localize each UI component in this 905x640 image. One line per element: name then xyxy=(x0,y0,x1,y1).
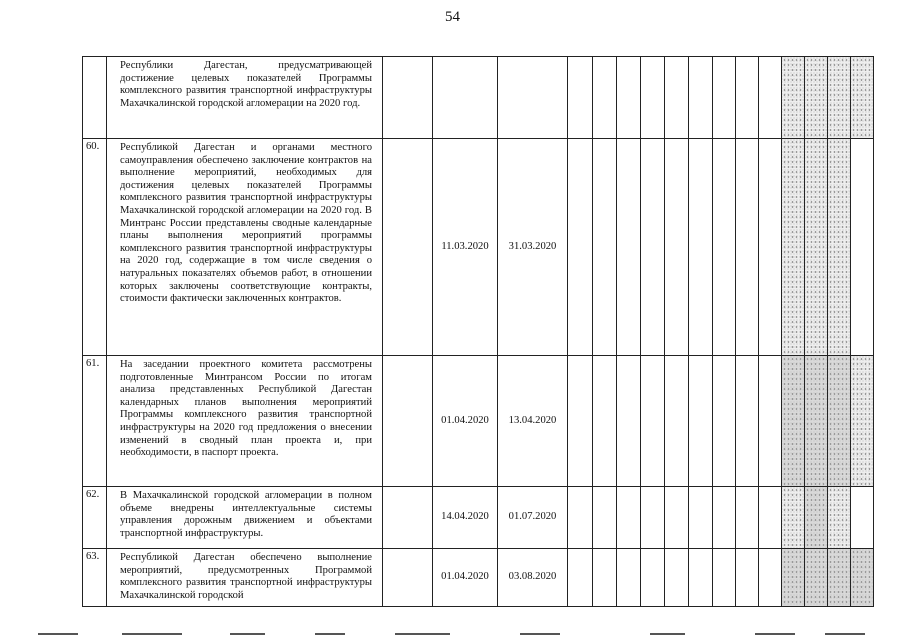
period-cell-shaded xyxy=(828,57,851,139)
start-date: 11.03.2020 xyxy=(433,139,498,356)
period-cell xyxy=(759,356,782,487)
responsible-cell xyxy=(383,139,433,356)
row-description xyxy=(107,57,383,139)
table-row xyxy=(83,139,897,356)
responsible-cell xyxy=(383,487,433,549)
period-cell xyxy=(736,356,759,487)
period-cell-shaded xyxy=(805,139,828,356)
row-description-text: В Махачкалинской городской агломерации в полном объеме внедрены интеллектуальные системы управления дорожным движением и объектами транспортной инфраструктуры. xyxy=(120,490,372,539)
period-cell xyxy=(689,549,713,607)
period-cell xyxy=(568,57,593,139)
end-date: 31.03.2020 xyxy=(498,139,568,356)
footer-rule xyxy=(825,633,865,635)
table-row xyxy=(83,57,897,139)
period-cell xyxy=(736,139,759,356)
responsible-cell xyxy=(383,549,433,607)
period-cell xyxy=(617,139,641,356)
period-cell xyxy=(641,487,665,549)
period-cell-shaded xyxy=(828,356,851,487)
period-cell xyxy=(568,549,593,607)
period-cell-shaded xyxy=(828,139,851,356)
end-date: 13.04.2020 xyxy=(498,356,568,487)
period-cell xyxy=(736,549,759,607)
period-cell xyxy=(593,57,617,139)
period-cell xyxy=(689,57,713,139)
row-number: 62. xyxy=(83,487,107,549)
end-date: 03.08.2020 xyxy=(498,549,568,607)
period-cell xyxy=(689,139,713,356)
plan-table xyxy=(82,56,897,607)
period-cell-shaded xyxy=(782,356,805,487)
responsible-cell xyxy=(383,57,433,139)
period-cell-shaded xyxy=(805,356,828,487)
period-cell xyxy=(851,139,874,356)
period-cell-shaded xyxy=(828,487,851,549)
footer-rule xyxy=(650,633,685,635)
table-row xyxy=(83,356,897,487)
period-cell xyxy=(593,487,617,549)
period-cell xyxy=(665,57,689,139)
period-cell xyxy=(641,549,665,607)
row-description-text: Республикой Дагестан обеспечено выполнение мероприятий, предусмотренных Программой комплексного развития транспортной инфраструктуры Махачкалинской городской xyxy=(120,552,372,601)
row-number: 60. xyxy=(83,139,107,356)
period-cell xyxy=(641,57,665,139)
row-description-text: На заседании проектного комитета рассмотрены подготовленные Минтрансом России по итогам анализа представленных Республикой Дагестан календарных планов выполнения мероприятий Программы комплексного развития транспортной инфраструктуры на 2020 год предложения о внесении изменений в сводный план проекта и, при необходимости, в паспорт проекта. xyxy=(120,359,372,459)
start-date: 01.04.2020 xyxy=(433,356,498,487)
footer-rule xyxy=(38,633,78,635)
period-cell xyxy=(736,487,759,549)
period-cell-shaded xyxy=(851,356,874,487)
period-cell-shaded xyxy=(805,57,828,139)
period-cell xyxy=(713,57,736,139)
period-cell xyxy=(568,139,593,356)
period-cell xyxy=(617,549,641,607)
period-cell-shaded xyxy=(805,549,828,607)
period-cell-shaded xyxy=(782,57,805,139)
start-date: 14.04.2020 xyxy=(433,487,498,549)
row-description xyxy=(107,487,383,549)
period-cell xyxy=(568,487,593,549)
period-cell xyxy=(641,356,665,487)
period-cell-shaded xyxy=(805,487,828,549)
period-cell xyxy=(689,487,713,549)
period-cell xyxy=(617,487,641,549)
table-row xyxy=(83,549,897,607)
period-cell xyxy=(593,549,617,607)
page-number: 54 xyxy=(445,9,460,25)
period-cell xyxy=(759,139,782,356)
period-cell xyxy=(713,139,736,356)
row-number: 61. xyxy=(83,356,107,487)
footer-rule xyxy=(755,633,795,635)
row-description xyxy=(107,356,383,487)
row-description-text: Республикой Дагестан и органами местного самоуправления обеспечено заключение контрактов на выполнение мероприятий, необходимых для достижения целевых показателей Программы комплексного развития транспортной инфраструктуры Махачкалинской городской агломерации на 2020 год. В Минтранс России представлены сводные календарные планы выполнения мероприятий программы комплексного развития транспортной инфраструктуры на 2020 год, содержащие в том числе сведения о натуральных показателях объемов работ, в отношении которых заключены соответствующие контракты, стоимости фактически заключенных контрактов. xyxy=(120,142,372,305)
period-cell xyxy=(759,549,782,607)
period-cell xyxy=(665,487,689,549)
period-cell xyxy=(665,549,689,607)
period-cell xyxy=(713,549,736,607)
footer-rule xyxy=(122,633,182,635)
row-number: 63. xyxy=(83,549,107,607)
row-description-text: Республики Дагестан, предусматривающей достижение целевых показателей Программы комплексного развития транспортной инфраструктуры Махачкалинской городской агломерации на 2020 год. xyxy=(120,60,372,109)
row-description xyxy=(107,139,383,356)
table-row xyxy=(83,487,897,549)
period-cell xyxy=(617,356,641,487)
responsible-cell xyxy=(383,356,433,487)
period-cell-shaded xyxy=(851,549,874,607)
period-cell xyxy=(568,356,593,487)
footer-rule xyxy=(395,633,450,635)
footer-rule xyxy=(520,633,560,635)
row-number xyxy=(83,57,107,139)
period-cell xyxy=(593,356,617,487)
footer-rule xyxy=(230,633,265,635)
period-cell-shaded xyxy=(828,549,851,607)
period-cell xyxy=(593,139,617,356)
period-cell xyxy=(736,57,759,139)
period-cell xyxy=(665,356,689,487)
period-cell xyxy=(759,57,782,139)
period-cell xyxy=(713,356,736,487)
row-description xyxy=(107,549,383,607)
period-cell-shaded xyxy=(782,549,805,607)
start-date: 01.04.2020 xyxy=(433,549,498,607)
end-date xyxy=(498,57,568,139)
footer-rule xyxy=(315,633,345,635)
period-cell-shaded xyxy=(782,139,805,356)
period-cell xyxy=(665,139,689,356)
period-cell xyxy=(759,487,782,549)
period-cell-shaded xyxy=(851,57,874,139)
period-cell xyxy=(689,356,713,487)
period-cell xyxy=(641,139,665,356)
start-date xyxy=(433,57,498,139)
period-cell xyxy=(851,487,874,549)
period-cell xyxy=(617,57,641,139)
end-date: 01.07.2020 xyxy=(498,487,568,549)
period-cell-shaded xyxy=(782,487,805,549)
period-cell xyxy=(713,487,736,549)
